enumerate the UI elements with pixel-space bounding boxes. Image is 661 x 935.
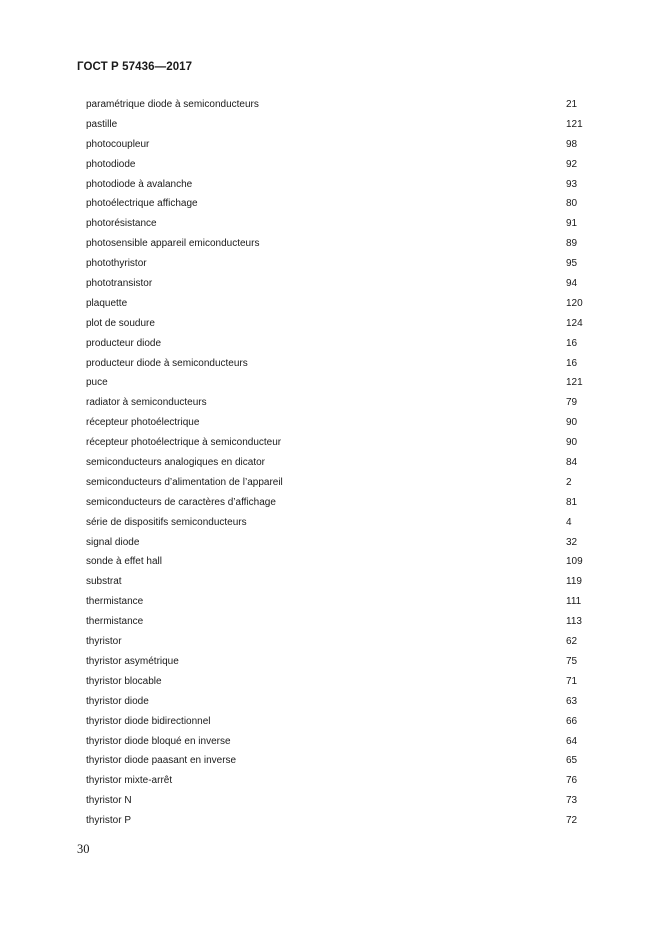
index-term: semiconducteurs d’alimentation de l’appareil [86,476,283,488]
index-entry [86,137,586,157]
index-entry [86,574,586,594]
index-term: photosensible appareil emiconducteurs [86,238,260,250]
index-number: 121 [566,377,583,389]
index-term: producteur diode [86,337,162,349]
index-term: thyristor [86,636,122,648]
index-term: série de dispositifs semiconducteurs [86,516,247,528]
index-number: 80 [566,198,578,210]
index-number: 21 [566,99,578,110]
index-entry [86,196,586,216]
index-number: 90 [566,437,578,449]
index-term: récepteur photoélectrique [86,417,200,429]
index-number: 2 [566,476,572,488]
index-entry [86,634,586,654]
index-number: 89 [566,238,578,250]
index-entry [86,117,586,137]
index-term: photocoupleur [86,138,150,150]
index-term: semiconducteurs analogiques en dicator [86,457,265,469]
index-term: paramétrique diode à semiconducteurs [86,99,259,110]
index-number: 16 [566,337,578,349]
index-number: 62 [566,636,578,648]
index-term: semiconducteurs de caractères d’affichage [86,496,276,508]
index-term: plaquette [86,297,128,309]
index-number: 64 [566,735,578,747]
index-entry [86,236,586,256]
index-entry [86,495,586,515]
index-entry [86,356,586,376]
index-term: photorésistance [86,218,157,230]
index-entry [86,435,586,455]
index-term: thyristor blocable [86,675,162,687]
index-term: sonde à effet hall [86,556,162,568]
index-term: thyristor P [86,815,132,827]
page-number: 30 [77,842,90,856]
index-number: 98 [566,138,578,150]
index-number: 65 [566,755,578,767]
index-number: 66 [566,715,578,727]
index-number: 90 [566,417,578,429]
index-entry [86,316,586,336]
index-term: thermistance [86,616,144,628]
index-entry [86,395,586,415]
index-entry [86,276,586,296]
index-number: 73 [566,795,578,807]
index-term: thermistance [86,596,144,608]
index-entry [86,177,586,197]
index-number: 124 [566,317,583,329]
index-number: 92 [566,158,578,170]
index-number: 84 [566,457,578,469]
index-term: photothyristor [86,258,147,270]
index-term: thyristor N [86,795,132,807]
index-term: phototransistor [86,278,153,290]
index-entry [86,614,586,634]
index-number: 95 [566,258,578,270]
index-term: photodiode à avalanche [86,178,193,190]
index-entry [86,674,586,694]
term-index-list [86,97,586,833]
index-term: thyristor diode bloqué en inverse [86,735,231,747]
index-number: 91 [566,218,578,230]
index-number: 75 [566,655,578,667]
index-entry [86,157,586,177]
index-number: 4 [566,516,572,528]
index-term: thyristor diode paasant en inverse [86,755,237,767]
index-term: thyristor diode bidirectionnel [86,715,211,727]
index-entry [86,773,586,793]
index-term: thyristor diode [86,695,149,707]
index-entry [86,256,586,276]
index-number: 63 [566,695,578,707]
index-number: 94 [566,278,578,290]
index-entry [86,296,586,316]
index-number: 120 [566,297,583,309]
index-entry [86,753,586,773]
index-term: substrat [86,576,122,588]
page-header-standard: ГОСТ Р 57436—2017 [77,61,193,73]
index-entry [86,375,586,395]
index-number: 113 [566,616,582,628]
index-term: photodiode [86,158,136,170]
index-entry [86,97,586,117]
index-term: photoélectrique affichage [86,198,198,210]
index-term: signal diode [86,536,140,548]
index-term: producteur diode à semiconducteurs [86,357,248,369]
index-term: récepteur photoélectrique à semiconducteur [86,437,282,449]
index-term: puce [86,377,108,389]
index-entry [86,734,586,754]
index-number: 109 [566,556,583,568]
index-entry [86,714,586,734]
index-term: plot de soudure [86,317,155,329]
index-number: 121 [566,118,583,130]
index-number: 16 [566,357,578,369]
index-number: 79 [566,397,578,409]
index-entry [86,793,586,813]
index-term: radiator à semiconducteurs [86,397,207,409]
index-number: 119 [566,576,582,588]
index-number: 72 [566,815,578,827]
index-entry [86,654,586,674]
index-entry [86,415,586,435]
index-term: thyristor asymétrique [86,655,179,667]
index-number: 76 [566,775,578,787]
index-entry [86,535,586,555]
index-entry [86,813,586,833]
index-number: 93 [566,178,578,190]
index-term: thyristor mixte-arrêt [86,775,173,787]
index-number: 111 [566,596,582,608]
index-number: 32 [566,536,578,548]
index-entry [86,336,586,356]
index-term: pastille [86,118,118,130]
index-entry [86,594,586,614]
index-entry [86,455,586,475]
index-entry [86,554,586,574]
index-entry [86,515,586,535]
index-entry [86,216,586,236]
index-number: 71 [566,675,578,687]
index-entry [86,475,586,495]
index-entry [86,694,586,714]
index-number: 81 [566,496,578,508]
